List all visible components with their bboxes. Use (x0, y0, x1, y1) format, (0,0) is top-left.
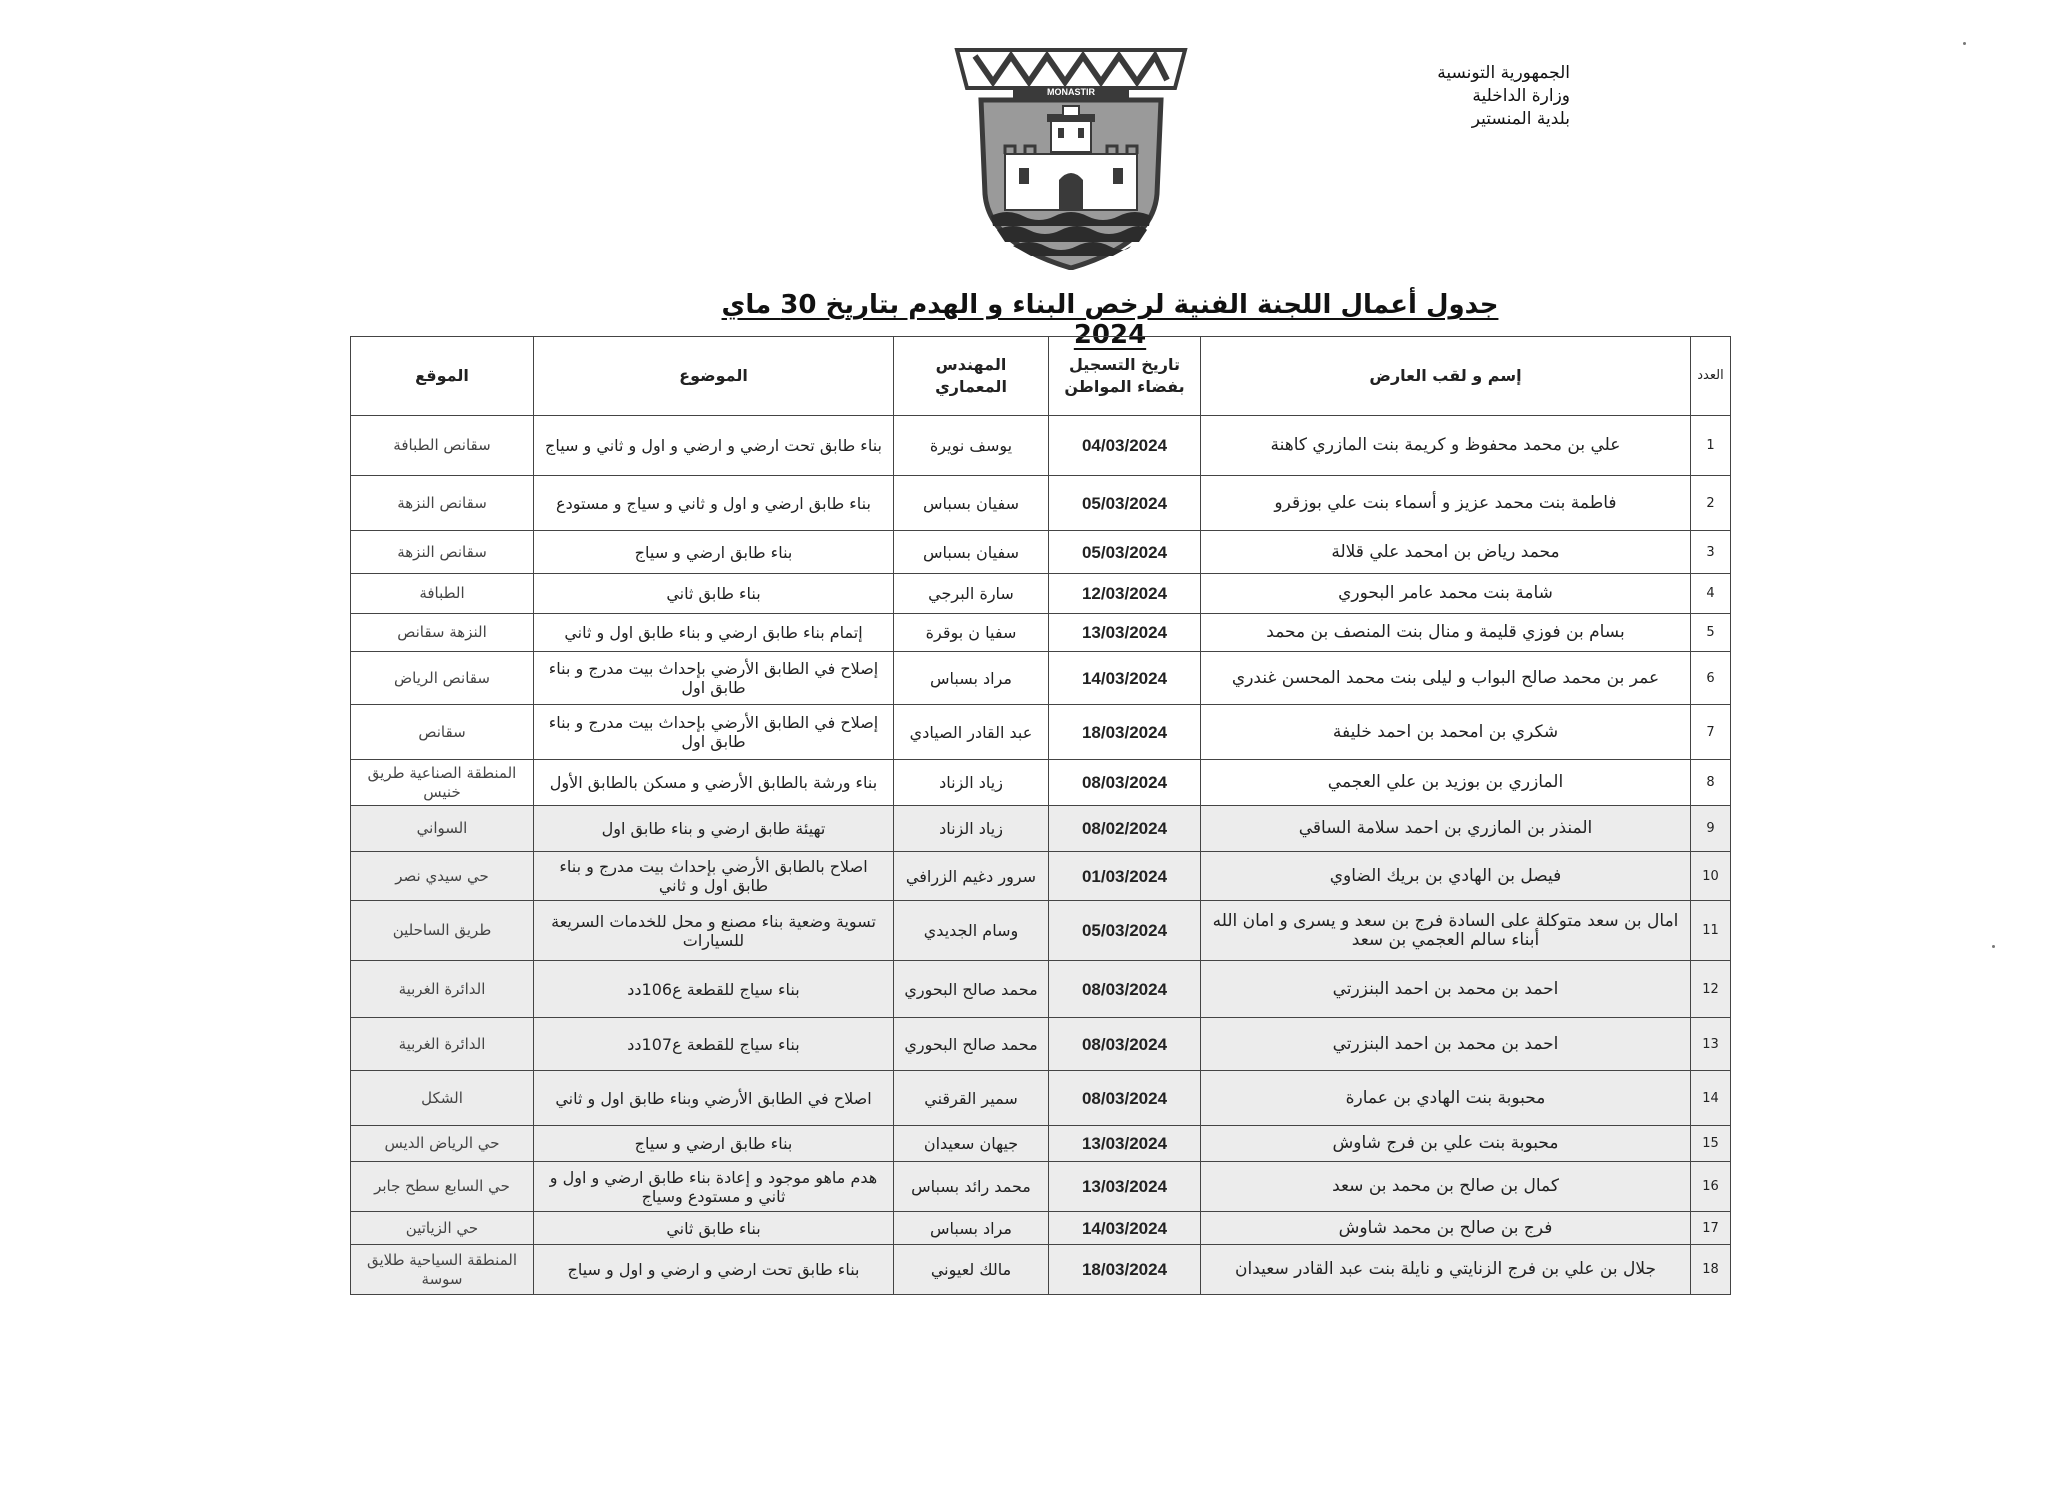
col-header-architect: المهندس المعماري (894, 337, 1049, 416)
cell-registration-date: 08/03/2024 (1049, 1071, 1201, 1126)
cell-registration-date: 13/03/2024 (1049, 1126, 1201, 1162)
cell-registration-date: 01/03/2024 (1049, 852, 1201, 901)
cell-architect: محمد رائد بسباس (894, 1162, 1049, 1212)
cell-registration-date: 08/03/2024 (1049, 961, 1201, 1018)
cell-applicant: فرج بن صالح بن محمد شاوش (1201, 1212, 1691, 1245)
table-row (351, 760, 1731, 806)
issuer-header (1330, 62, 1570, 131)
cell-registration-date: 05/03/2024 (1049, 531, 1201, 574)
cell-architect: زياد الزناد (894, 760, 1049, 806)
cell-subject: إصلاح في الطابق الأرضي بإحداث بيت مدرج و بناء طابق اول (534, 705, 894, 760)
cell-architect: عبد القادر الصيادي (894, 705, 1049, 760)
cell-architect: سفيان بسباس (894, 531, 1049, 574)
municipality-emblem (953, 44, 1189, 270)
table-row (351, 652, 1731, 705)
cell-number: 1 (1691, 416, 1731, 476)
cell-applicant: بسام بن فوزي قليمة و منال بنت المنصف بن محمد (1201, 614, 1691, 652)
cell-applicant: جلال بن علي بن فرج الزنايتي و نايلة بنت عبد القادر سعيدان (1201, 1245, 1691, 1295)
cell-subject: اصلاح بالطابق الأرضي بإحداث بيت مدرج و بناء طابق اول و ثاني (534, 852, 894, 901)
emblem-latin-text: MONASTIR (1047, 87, 1095, 97)
header-line-ministry: وزارة الداخلية (1472, 86, 1570, 106)
cell-registration-date: 05/03/2024 (1049, 476, 1201, 531)
cell-subject: إصلاح في الطابق الأرضي بإحداث بيت مدرج و بناء طابق اول (534, 652, 894, 705)
table-row (351, 852, 1731, 901)
cell-number: 13 (1691, 1018, 1731, 1071)
table-body (351, 416, 1731, 1295)
cell-location: حي الزياتين (351, 1212, 534, 1245)
table-row (351, 531, 1731, 574)
table-row (351, 614, 1731, 652)
cell-applicant: شامة بنت محمد عامر البحوري (1201, 574, 1691, 614)
cell-location: المنطقة السياحية طلايق سوسة (351, 1245, 534, 1295)
cell-applicant: عمر بن محمد صالح البواب و ليلى بنت محمد المحسن غندري (1201, 652, 1691, 705)
cell-architect: وسام الجديدي (894, 901, 1049, 961)
table-row (351, 416, 1731, 476)
cell-subject: بناء طابق تحت ارضي و ارضي و اول و ثاني و سياج (534, 416, 894, 476)
cell-architect: محمد صالح البحوري (894, 1018, 1049, 1071)
table-row (351, 1126, 1731, 1162)
cell-location: النزهة سقانص (351, 614, 534, 652)
cell-architect: يوسف نويرة (894, 416, 1049, 476)
cell-location: السواني (351, 806, 534, 852)
cell-number: 12 (1691, 961, 1731, 1018)
scan-speck (1992, 945, 1995, 948)
col-header-subject: الموضوع (534, 337, 894, 416)
cell-registration-date: 13/03/2024 (1049, 614, 1201, 652)
table-row (351, 705, 1731, 760)
cell-subject: بناء سياج للقطعة ع107دد (534, 1018, 894, 1071)
cell-architect: زياد الزناد (894, 806, 1049, 852)
cell-registration-date: 18/03/2024 (1049, 705, 1201, 760)
table-row (351, 1212, 1731, 1245)
table-row (351, 1018, 1731, 1071)
cell-registration-date: 04/03/2024 (1049, 416, 1201, 476)
cell-number: 11 (1691, 901, 1731, 961)
cell-architect: مالك لعيوني (894, 1245, 1049, 1295)
cell-location: حي سيدي نصر (351, 852, 534, 901)
cell-number: 9 (1691, 806, 1731, 852)
cell-registration-date: 05/03/2024 (1049, 901, 1201, 961)
cell-subject: تسوية وضعية بناء مصنع و محل للخدمات السريعة للسيارات (534, 901, 894, 961)
cell-location: الدائرة الغربية (351, 961, 534, 1018)
cell-subject: بناء سياج للقطعة ع106دد (534, 961, 894, 1018)
cell-architect: سفيان بسباس (894, 476, 1049, 531)
cell-subject: بناء طابق ثاني (534, 1212, 894, 1245)
cell-location: الدائرة الغربية (351, 1018, 534, 1071)
cell-architect: مراد بسباس (894, 1212, 1049, 1245)
scan-speck (1963, 42, 1966, 45)
cell-registration-date: 13/03/2024 (1049, 1162, 1201, 1212)
cell-registration-date: 14/03/2024 (1049, 1212, 1201, 1245)
table-row (351, 1245, 1731, 1295)
cell-applicant: فاطمة بنت محمد عزيز و أسماء بنت علي بوزقرو (1201, 476, 1691, 531)
col-header-number: العدد (1691, 337, 1731, 416)
cell-subject: اصلاح في الطابق الأرضي وبناء طابق اول و ثاني (534, 1071, 894, 1126)
cell-location: حي الرياض الديس (351, 1126, 534, 1162)
cell-subject: بناء طابق ارضي و سياج (534, 531, 894, 574)
cell-applicant: كمال بن صالح بن محمد بن سعد (1201, 1162, 1691, 1212)
cell-architect: سارة البرجي (894, 574, 1049, 614)
table-row (351, 476, 1731, 531)
cell-subject: بناء طابق تحت ارضي و ارضي و اول و سياج (534, 1245, 894, 1295)
cell-number: 8 (1691, 760, 1731, 806)
cell-location: سقانص (351, 705, 534, 760)
cell-number: 17 (1691, 1212, 1731, 1245)
cell-number: 6 (1691, 652, 1731, 705)
table-row (351, 806, 1731, 852)
cell-applicant: فيصل بن الهادي بن بريك الضاوي (1201, 852, 1691, 901)
cell-location: سقانص الرياض (351, 652, 534, 705)
cell-applicant: احمد بن محمد بن احمد البنزرتي (1201, 1018, 1691, 1071)
cell-number: 10 (1691, 852, 1731, 901)
cell-location: طريق الساحلين (351, 901, 534, 961)
cell-number: 5 (1691, 614, 1731, 652)
cell-applicant: المنذر بن المازري بن احمد سلامة الساقي (1201, 806, 1691, 852)
cell-architect: محمد صالح البحوري (894, 961, 1049, 1018)
cell-location: المنطقة الصناعية طريق خنيس (351, 760, 534, 806)
cell-registration-date: 12/03/2024 (1049, 574, 1201, 614)
cell-architect: سمير القرقني (894, 1071, 1049, 1126)
col-header-registration-date: تاريخ التسجيل بفضاء المواطن (1049, 337, 1201, 416)
cell-applicant: محبوبة بنت الهادي بن عمارة (1201, 1071, 1691, 1126)
cell-registration-date: 08/03/2024 (1049, 1018, 1201, 1071)
cell-applicant: امال بن سعد متوكلة على السادة فرج بن سعد و يسرى و امان الله أبناء سالم العجمي بن سعد (1201, 901, 1691, 961)
cell-registration-date: 14/03/2024 (1049, 652, 1201, 705)
cell-subject: تهيئة طابق ارضي و بناء طابق اول (534, 806, 894, 852)
cell-architect: جيهان سعيدان (894, 1126, 1049, 1162)
col-header-location: الموقع (351, 337, 534, 416)
cell-applicant: المازري بن بوزيد بن علي العجمي (1201, 760, 1691, 806)
applications-table (350, 336, 1731, 1295)
header-line-republic: الجمهورية التونسية (1437, 63, 1570, 83)
table-row (351, 1071, 1731, 1126)
cell-number: 4 (1691, 574, 1731, 614)
cell-subject: إتمام بناء طابق ارضي و بناء طابق اول و ثاني (534, 614, 894, 652)
cell-location: سقانص النزهة (351, 476, 534, 531)
cell-number: 15 (1691, 1126, 1731, 1162)
cell-applicant: محمد رياض بن امحمد علي قلالة (1201, 531, 1691, 574)
col-header-applicant: إسم و لقب العارض (1201, 337, 1691, 416)
cell-subject: بناء طابق ارضي و سياج (534, 1126, 894, 1162)
cell-number: 7 (1691, 705, 1731, 760)
cell-location: الطبافة (351, 574, 534, 614)
table-header-row (351, 337, 1731, 416)
cell-number: 2 (1691, 476, 1731, 531)
table-row (351, 961, 1731, 1018)
cell-registration-date: 08/02/2024 (1049, 806, 1201, 852)
cell-subject: بناء طابق ثاني (534, 574, 894, 614)
header-line-municipality: بلدية المنستير (1471, 109, 1570, 129)
cell-subject: بناء طابق ارضي و اول و ثاني و سياج و مستودع (534, 476, 894, 531)
table-row (351, 901, 1731, 961)
cell-applicant: محبوبة بنت علي بن فرج شاوش (1201, 1126, 1691, 1162)
cell-architect: مراد بسباس (894, 652, 1049, 705)
cell-architect: سرور دغيم الزرافي (894, 852, 1049, 901)
cell-location: حي السابع سطح جابر (351, 1162, 534, 1212)
cell-location: سقانص النزهة (351, 531, 534, 574)
cell-location: الشكل (351, 1071, 534, 1126)
cell-number: 14 (1691, 1071, 1731, 1126)
cell-applicant: شكري بن امحمد بن احمد خليفة (1201, 705, 1691, 760)
cell-number: 3 (1691, 531, 1731, 574)
cell-applicant: احمد بن محمد بن احمد البنزرتي (1201, 961, 1691, 1018)
cell-subject: بناء ورشة بالطابق الأرضي و مسكن بالطابق الأول (534, 760, 894, 806)
cell-architect: سفيا ن بوقرة (894, 614, 1049, 652)
cell-subject: هدم ماهو موجود و إعادة بناء طابق ارضي و اول و ثاني و مستودع وسياج (534, 1162, 894, 1212)
cell-number: 18 (1691, 1245, 1731, 1295)
document-title: جدول أعمال اللجنة الفنية لرخص البناء و الهدم بتاريخ 30 ماي 2024 (721, 290, 1499, 350)
table-row (351, 1162, 1731, 1212)
cell-number: 16 (1691, 1162, 1731, 1212)
cell-applicant: علي بن محمد محفوظ و كريمة بنت المازري كاهنة (1201, 416, 1691, 476)
cell-registration-date: 08/03/2024 (1049, 760, 1201, 806)
table-row (351, 574, 1731, 614)
cell-registration-date: 18/03/2024 (1049, 1245, 1201, 1295)
cell-location: سقانص الطبافة (351, 416, 534, 476)
